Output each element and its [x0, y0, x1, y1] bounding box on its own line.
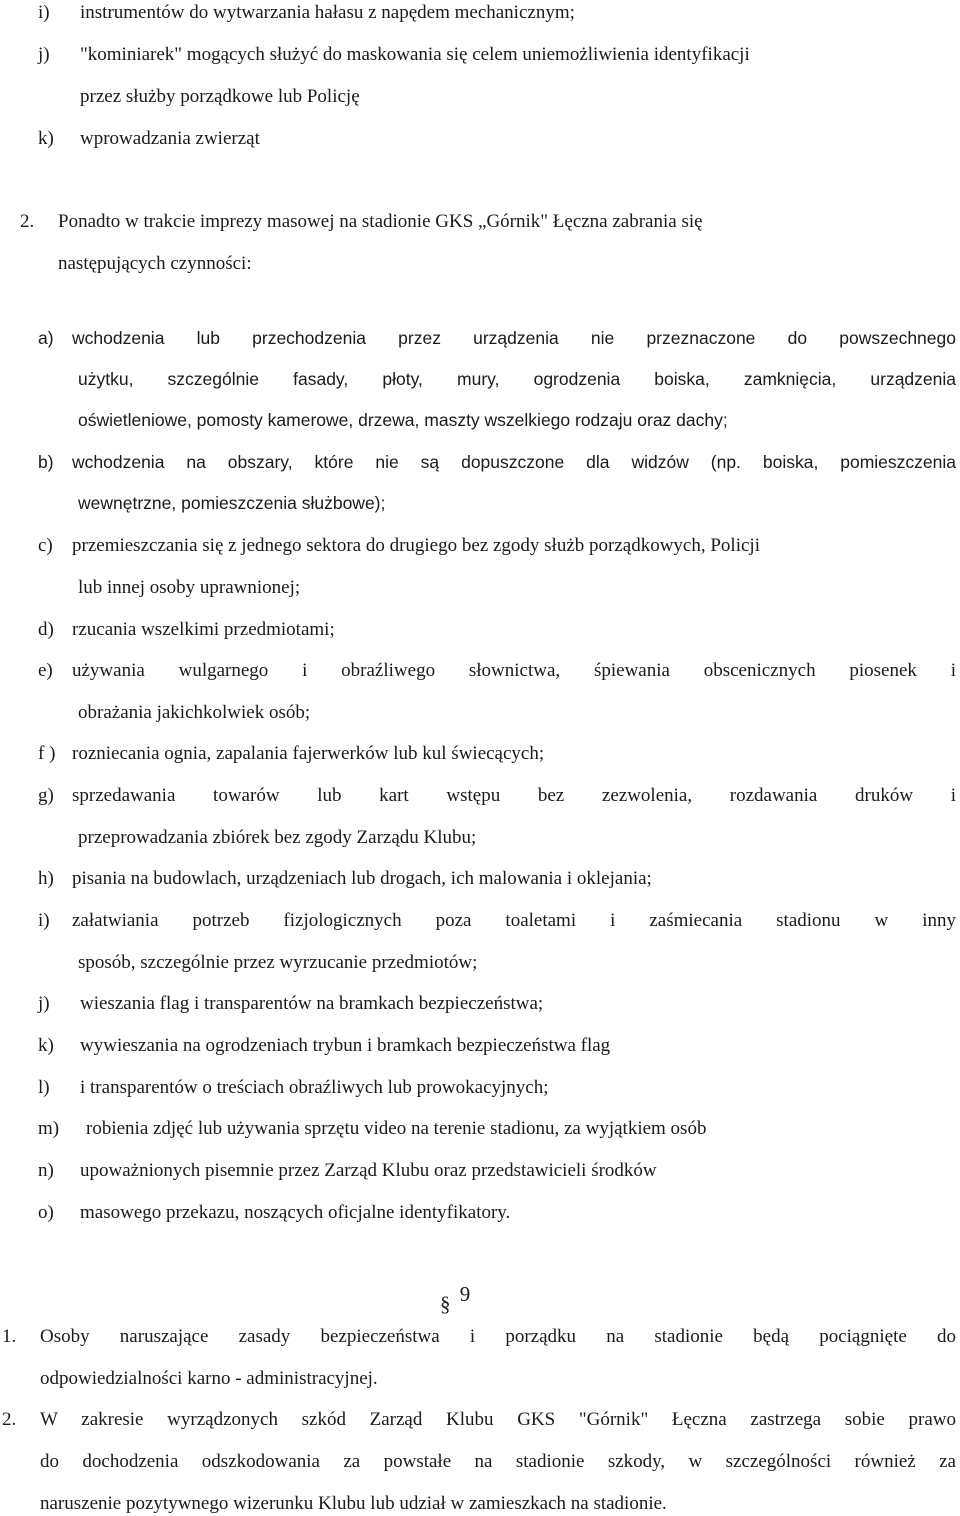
- list-item-text: masowego przekazu, noszących oficjalne identyfikatory.: [80, 1202, 511, 1223]
- list-item-text: robienia zdjęć lub używania sprzętu video na terenie stadionu, za wyjątkiem osób: [86, 1118, 707, 1139]
- paragraph-text: następujących czynności:: [58, 253, 252, 274]
- list-item-text: rzucania wszelkimi przedmiotami;: [72, 619, 335, 640]
- list-item-text: wchodzenia na obszary, które nie są dopuszczone dla widzów (np. boiska, pomieszczenia: [72, 452, 956, 472]
- paragraph-text: Osoby naruszające zasady bezpieczeństwa i porządku na stadionie będą pociągnięte do: [40, 1326, 956, 1347]
- list-item-text: rozniecania ognia, zapalania fajerwerków lub kul świecących;: [72, 743, 545, 764]
- list-item-text: lub innej osoby uprawnionej;: [78, 577, 301, 598]
- list-item-text: pisania na budowlach, urządzeniach lub drogach, ich malowania i oklejania;: [72, 868, 652, 889]
- paragraph-text: odpowiedzialności karno - administracyjnej.: [40, 1368, 378, 1389]
- list-label: e): [38, 660, 53, 681]
- list-label: c): [38, 535, 53, 556]
- list-item-text: przemieszczania się z jednego sektora do drugiego bez zgody służb porządkowych, Policji: [72, 535, 760, 556]
- list-label: f ): [38, 743, 56, 764]
- list-item-text: wprowadzania zwierząt: [80, 128, 260, 149]
- section-heading: [440, 1281, 471, 1316]
- paragraph-text: Ponadto w trakcie imprezy masowej na stadionie GKS „Górnik" Łęczna zabrania się: [58, 211, 703, 232]
- list-item-text: upoważnionych pisemnie przez Zarząd Klubu oraz przedstawicieli środków: [80, 1160, 657, 1181]
- list-label: i): [38, 910, 50, 931]
- list-label: b): [38, 452, 54, 472]
- paragraph-number: 2.: [20, 211, 35, 232]
- list-label: g): [38, 785, 54, 806]
- list-item-text: sposób, szczególnie przez wyrzucanie przedmiotów;: [78, 952, 478, 973]
- list-item-text: i transparentów o treściach obraźliwych lub prowokacyjnych;: [80, 1077, 549, 1098]
- list-label: j): [38, 993, 50, 1014]
- list-label: i): [38, 2, 50, 23]
- list-label: k): [38, 1035, 54, 1056]
- list-item-text: "kominiarek" mogących służyć do maskowania się celem uniemożliwienia identyfikacji: [80, 44, 750, 65]
- list-item-text: użytku, szczególnie fasady, płoty, mury, ogrodzenia boiska, zamknięcia, urządzenia: [78, 369, 956, 389]
- list-item-text: wchodzenia lub przechodzenia przez urządzenia nie przeznaczone do powszechnego: [72, 328, 956, 348]
- list-item-text: obrażania jakichkolwiek osób;: [78, 702, 311, 723]
- list-item-text: używania wulgarnego i obraźliwego słownictwa, śpiewania obscenicznych piosenek i: [72, 660, 956, 681]
- list-label: h): [38, 868, 54, 889]
- list-label: a): [38, 328, 54, 348]
- list-item-text: wywieszania na ogrodzeniach trybun i bramkach bezpieczeństwa flag: [80, 1035, 611, 1056]
- list-label: m): [38, 1118, 60, 1139]
- list-label: j): [38, 44, 50, 65]
- paragraph-text: naruszenie pozytywnego wizerunku Klubu lub udział w zamieszkach na stadionie.: [40, 1493, 667, 1514]
- paragraph-number: 2.: [2, 1409, 17, 1430]
- paragraph-text: do dochodzenia odszkodowania za powstałe na stadionie szkody, w szczególności również za: [40, 1451, 956, 1472]
- section-symbol: §: [440, 1292, 451, 1316]
- list-item-text: wewnętrzne, pomieszczenia służbowe);: [78, 493, 386, 513]
- list-label: n): [38, 1160, 54, 1181]
- paragraph-number: 1.: [2, 1326, 17, 1347]
- list-item-text: przez służby porządkowe lub Policję: [80, 86, 360, 107]
- list-item-text: przeprowadzania zbiórek bez zgody Zarządu Klubu;: [78, 827, 477, 848]
- list-item-text: instrumentów do wytwarzania hałasu z napędem mechanicznym;: [80, 2, 575, 23]
- list-item-text: załatwiania potrzeb fizjologicznych poza toaletami i zaśmiecania stadionu w inny: [72, 910, 956, 931]
- list-item-text: wieszania flag i transparentów na bramkach bezpieczeństwa;: [80, 993, 544, 1014]
- list-label: d): [38, 619, 54, 640]
- section-number: 9: [459, 1282, 471, 1306]
- list-label: o): [38, 1202, 54, 1223]
- list-item-text: oświetleniowe, pomosty kamerowe, drzewa, maszty wszelkiego rodzaju oraz dachy;: [78, 410, 728, 430]
- list-label: l): [38, 1077, 50, 1098]
- paragraph-text: W zakresie wyrządzonych szkód Zarząd Klubu GKS "Górnik" Łęczna zastrzega sobie prawo: [40, 1409, 956, 1430]
- list-item-text: sprzedawania towarów lub kart wstępu bez zezwolenia, rozdawania druków i: [72, 785, 956, 806]
- list-label: k): [38, 128, 54, 149]
